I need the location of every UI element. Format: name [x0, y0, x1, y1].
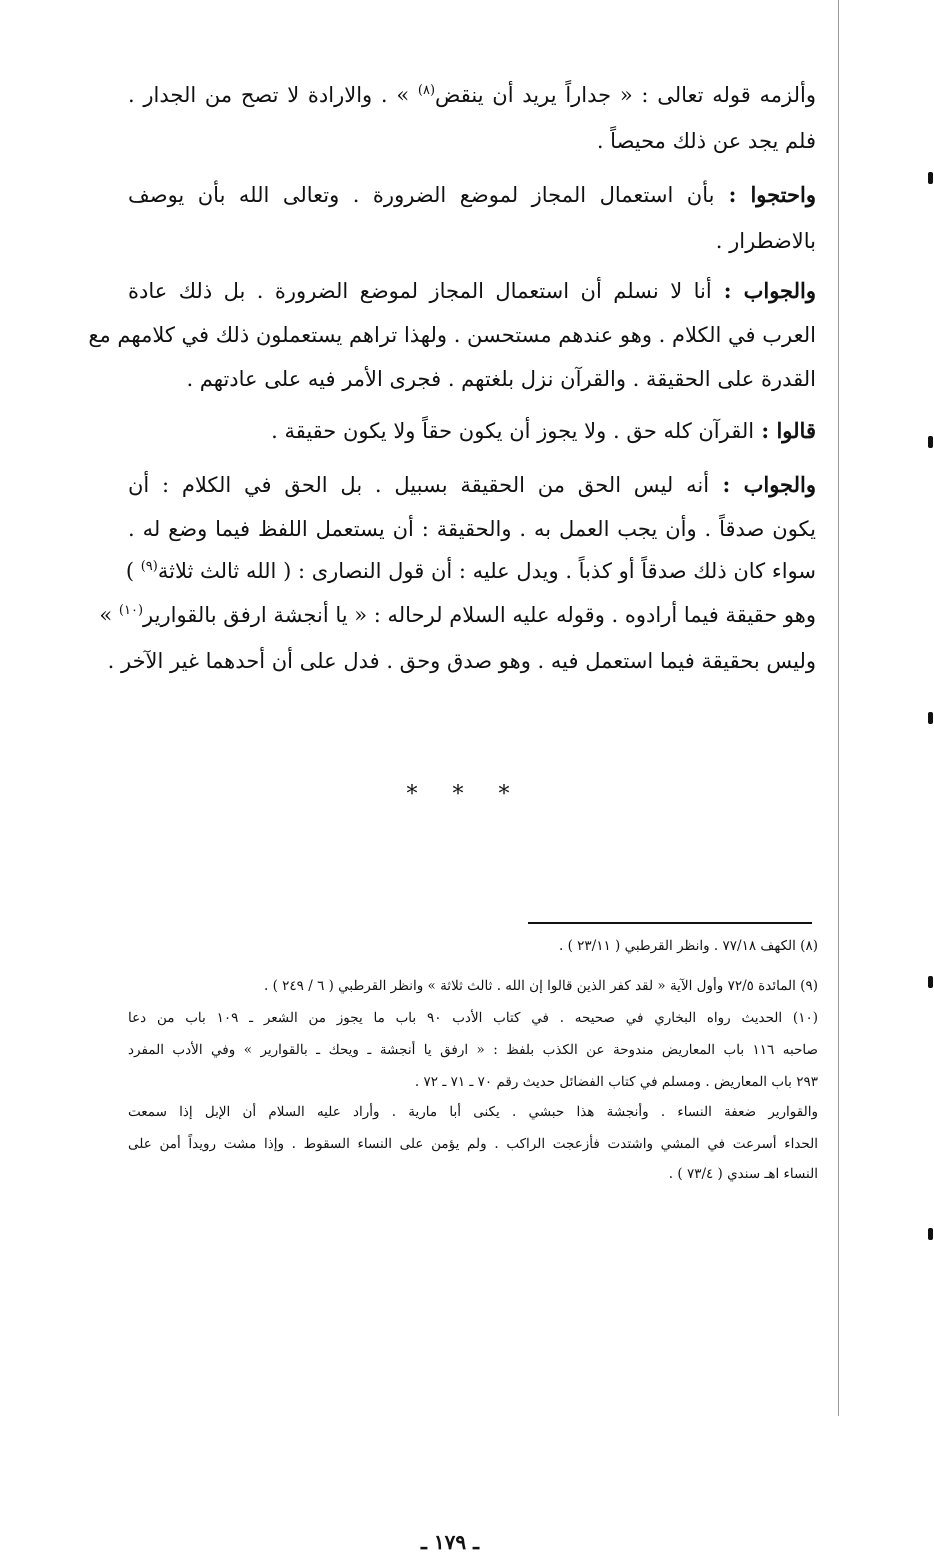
footnote-line: (١٠) الحديث رواه البخاري في صحيحه . في كتاب الأدب ٩٠ باب ما يجوز من الشعر ـ ١٠٩ باب من دعا — [128, 1010, 818, 1026]
margin-mark — [928, 712, 933, 724]
text-line: وليس بحقيقة فيما استعمل فيه . وهو صدق وحق . فدل على أن أحدهما غير الآخر . — [107, 649, 816, 673]
page-edge-line — [838, 0, 839, 1416]
text-line: وألزمه قوله تعالى : « جداراً يريد أن ينقض$^{(٨)}$ » . والارادة لا تصح من الجدار . — [128, 83, 816, 107]
text-line: والجواب : أنه ليس الحق من الحقيقة بسبيل . بل الحق في الكلام : أن — [128, 472, 816, 497]
footnote-line: النساء اهـ سندي ( ٧٣/٤ ) . — [668, 1166, 818, 1182]
text-line: بالاضطرار . — [715, 229, 816, 253]
margin-mark — [928, 436, 933, 448]
text-line: قالوا : القرآن كله حق . ولا يجوز أن يكون حقاً ولا يكون حقيقة . — [271, 418, 816, 443]
margin-mark — [928, 976, 933, 988]
footnote-ref: (٩) — [140, 559, 158, 574]
text-line: والجواب : أنا لا نسلم أن استعمال المجاز لموضع الضرورة . بل ذلك عادة — [128, 278, 816, 303]
text-line: وهو حقيقة فيما أرادوه . وقوله عليه السلام لرحاله : « يا أنجشة ارفق بالقوارير$^{(١٠)}$ » — [99, 603, 816, 627]
page-number: ـ ١٧٩ ـ — [421, 1530, 479, 1554]
margin-mark — [928, 172, 933, 184]
footnote-line: والقوارير ضعفة النساء . وأنجشة هذا حبشي . يكنى أبا مارية . وأراد عليه السلام أن الإبل إذا سمعت — [128, 1104, 818, 1120]
footnote-line: (٩) المائدة ٧٢/٥ وأول الآية « لقد كفر الذين قالوا إن الله . ثالث ثلاثة » وانظر القرطبي ( ٦ / ٢٤٩ ) . — [264, 978, 818, 994]
footnote-line: ٢٩٣ باب المعاريض . ومسلم في كتاب الفضائل حديث رقم ٧٠ ـ ٧١ ـ ٧٢ . — [414, 1074, 818, 1090]
margin-mark — [928, 1228, 933, 1240]
text-line: القدرة على الحقيقة . والقرآن نزل بلغتهم . فجرى الأمر فيه على عادتهم . — [186, 367, 816, 391]
footnote-ref: (١٠) — [118, 603, 144, 618]
footnote-rule — [528, 922, 812, 924]
text-line: سواء كان ذلك صدقاً أو كذباً . ويدل عليه : أن قول النصارى : ( الله ثالث ثلاثة$^{(٩)}$ ) — [125, 559, 816, 583]
text-line: العرب في الكلام . وهو عندهم مستحسن . ولهذا تراهم يستعملون ذلك في كلامهم مع — [88, 323, 816, 347]
text-line: فلم يجد عن ذلك محيصاً . — [596, 129, 816, 153]
footnote-line: الحداء أسرعت في المشي واشتدت فأزعجت الراكب . ولم يؤمن على النساء السقوط . وإذا مشت رويداً أمن على — [128, 1136, 818, 1152]
section-separator: * * * — [406, 782, 524, 807]
text-line: يكون صدقاً . وأن يجب العمل به . والحقيقة : أن يستعمل اللفظ فيما وضع له . — [128, 517, 816, 541]
text-line: واحتجوا : بأن استعمال المجاز لموضع الضرورة . وتعالى الله بأن يوصف — [128, 182, 816, 207]
footnote-line: صاحبه ١١٦ باب المعاريض مندوحة عن الكذب بلفظ : « ارفق يا أنجشة ـ ويحك ـ بالقوارير » وفي الأدب المفرد — [128, 1042, 818, 1058]
footnote-line: (٨) الكهف ٧٧/١٨ . وانظر القرطبي ( ٢٣/١١ ) . — [559, 938, 818, 954]
footnote-ref: (٨) — [417, 83, 436, 98]
